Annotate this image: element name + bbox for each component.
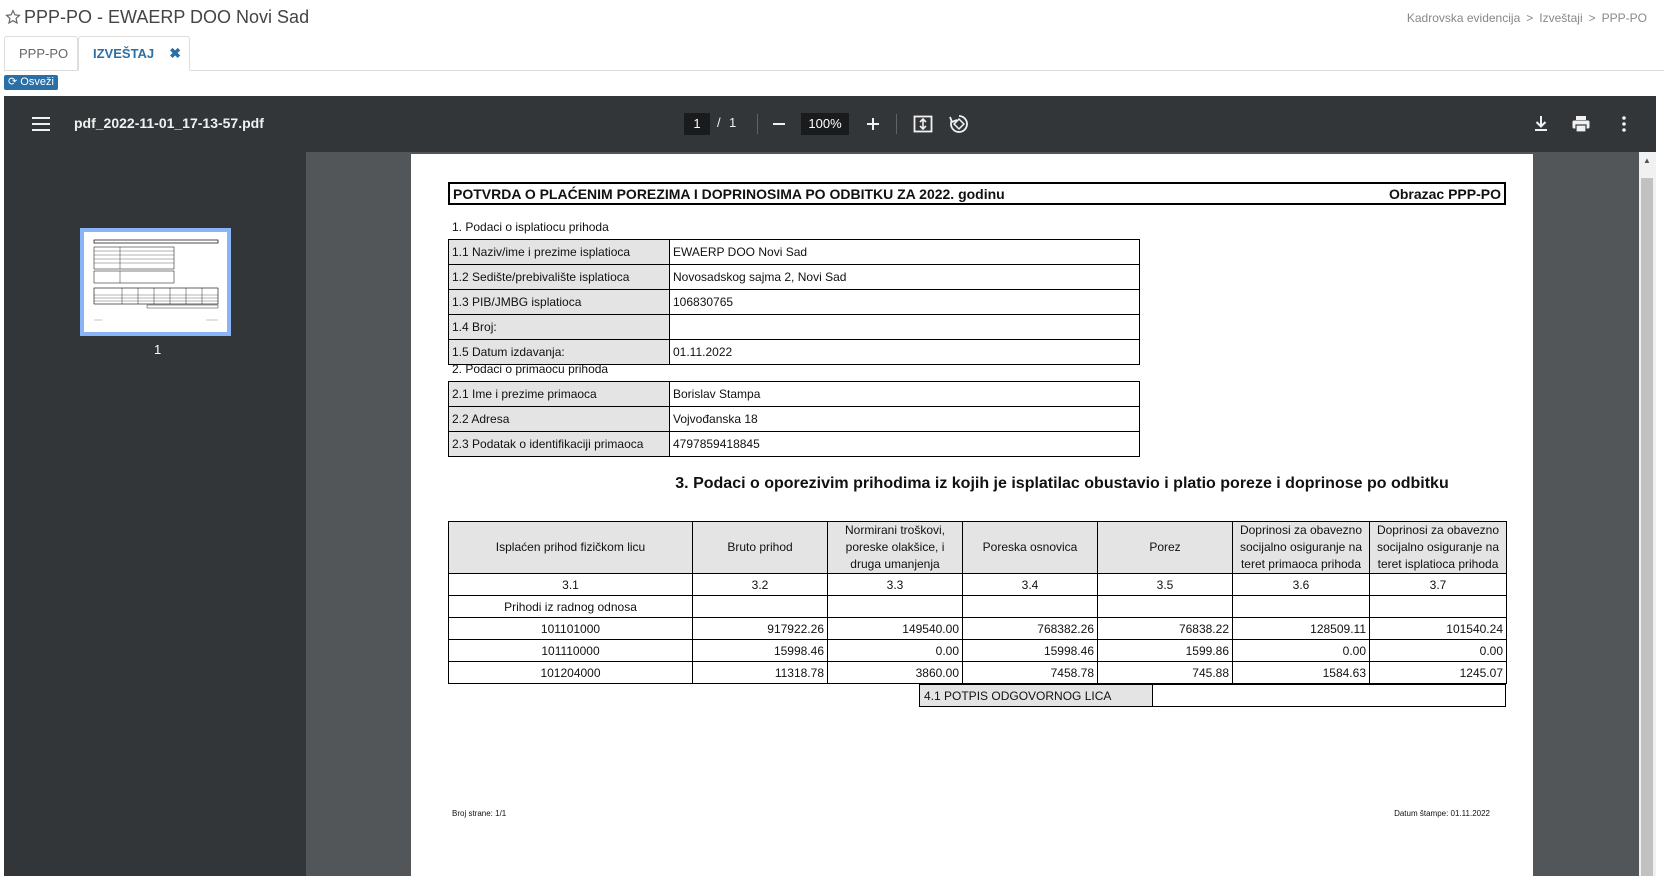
zoom-out-icon[interactable]: [768, 113, 790, 135]
amount-cell: 745.88: [1098, 662, 1233, 684]
income-code-cell: 101101000: [449, 618, 693, 640]
amount-cell: 128509.11: [1233, 618, 1370, 640]
signature-table: [919, 684, 1506, 707]
amount-cell: 1584.63: [1233, 662, 1370, 684]
field-label: 2.3 Podatak o identifikaciji primaoca: [449, 432, 670, 457]
table-row: [449, 382, 1140, 407]
scroll-up-arrow-icon[interactable]: ▲: [1643, 156, 1651, 165]
column-code: 3.4: [963, 574, 1098, 596]
amount-cell: 7458.78: [963, 662, 1098, 684]
column-code: 3.2: [693, 574, 828, 596]
more-options-icon[interactable]: [1613, 113, 1635, 135]
table-row: [449, 407, 1140, 432]
field-value: [670, 315, 1140, 340]
page-thumbnail[interactable]: [80, 228, 231, 336]
print-icon[interactable]: [1570, 113, 1592, 135]
page-separator: /: [717, 115, 721, 130]
column-code: 3.5: [1098, 574, 1233, 596]
document-header: [448, 182, 1506, 205]
field-value: 4797859418845: [670, 432, 1140, 457]
income-table: [448, 521, 1507, 684]
field-label: 2.2 Adresa: [449, 407, 670, 432]
table-row: [449, 432, 1140, 457]
tab-izvestaj[interactable]: [78, 36, 190, 71]
amount-cell: 11318.78: [693, 662, 828, 684]
group-label: Prihodi iz radnog odnosa: [449, 596, 693, 618]
table-group-row: [449, 596, 1507, 618]
income-code-cell: 101204000: [449, 662, 693, 684]
table-row: [449, 640, 1507, 662]
table-row: [449, 265, 1140, 290]
recipient-info-table: [448, 381, 1140, 457]
column-header: Doprinosi za obavezno socijalno osiguranje na teret isplatioca prihoda: [1370, 522, 1507, 574]
amount-cell: 0.00: [1233, 640, 1370, 662]
breadcrumb-item-current: PPP-PO: [1601, 11, 1647, 25]
breadcrumb-item[interactable]: Izveštaji: [1539, 11, 1583, 25]
close-icon[interactable]: ✖: [169, 45, 181, 61]
thumbnail-sidebar: [4, 152, 306, 876]
column-header: Normirani troškovi, poreske olakšice, i druga umanjenja: [828, 522, 963, 574]
pdf-toolbar: [4, 96, 1656, 152]
table-row: [449, 290, 1140, 315]
signature-label: 4.1 POTPIS ODGOVORNOG LICA: [920, 685, 1153, 707]
refresh-icon: ⟳: [8, 76, 18, 88]
amount-cell: 149540.00: [828, 618, 963, 640]
refresh-button[interactable]: [4, 75, 58, 90]
pdf-filename: pdf_2022-11-01_17-13-57.pdf: [74, 115, 264, 131]
table-row: [449, 618, 1507, 640]
amount-cell: 15998.46: [963, 640, 1098, 662]
fit-page-icon[interactable]: [912, 113, 934, 135]
field-label: 1.3 PIB/JMBG isplatioca: [449, 290, 670, 315]
field-value: Vojvođanska 18: [670, 407, 1140, 432]
tab-label: IZVEŠTAJ: [93, 46, 155, 61]
field-value: 01.11.2022: [670, 340, 1140, 365]
amount-cell: 917922.26: [693, 618, 828, 640]
page-total: 1: [729, 115, 737, 130]
field-label: 2.1 Ime i prezime primaoca: [449, 382, 670, 407]
table-row: [449, 240, 1140, 265]
vertical-scrollbar[interactable]: [1639, 152, 1656, 876]
breadcrumb: [1407, 11, 1647, 25]
amount-cell: 0.00: [1370, 640, 1507, 662]
refresh-label: Osveži: [20, 76, 54, 88]
tab-bar: [4, 36, 1664, 71]
field-label: 1.1 Naziv/ime i prezime isplatioca: [449, 240, 670, 265]
section-3-title: 3. Podaci o oporezivim prihodima iz kojih je isplatilac obustavio i platio poreze i doprinose po odbitku: [675, 475, 1449, 492]
form-name: Obrazac PPP-PO: [1388, 186, 1501, 202]
breadcrumb-separator: >: [1526, 11, 1534, 25]
page-count-footer: Broj strane: 1/1: [452, 809, 507, 818]
section-2-title: 2. Podaci o primaocu prihoda: [452, 362, 609, 376]
table-row: [449, 340, 1140, 365]
amount-cell: 76838.22: [1098, 618, 1233, 640]
page-title: PPP-PO - EWAERP DOO Novi Sad: [24, 7, 310, 27]
table-row: [449, 662, 1507, 684]
field-label: 1.2 Sedište/prebivalište isplatioca: [449, 265, 670, 290]
toolbar-divider: [757, 114, 758, 134]
table-row: [920, 685, 1506, 707]
column-code: 3.6: [1233, 574, 1370, 596]
column-header: Isplaćen prihod fizičkom licu: [449, 522, 693, 574]
column-code: 3.7: [1370, 574, 1507, 596]
table-header-row: [449, 522, 1507, 574]
field-value: EWAERP DOO Novi Sad: [670, 240, 1140, 265]
column-code: 3.3: [828, 574, 963, 596]
download-icon[interactable]: [1530, 113, 1552, 135]
document-title: POTVRDA O PLAĆENIM POREZIMA I DOPRINOSIMA PO ODBITKU ZA 2022. godinu: [453, 186, 1005, 202]
field-value: Novosadskog sajma 2, Novi Sad: [670, 265, 1140, 290]
column-header: Porez: [1098, 522, 1233, 574]
print-date-footer: Datum štampe: 01.11.2022: [1394, 809, 1490, 818]
table-code-row: [449, 574, 1507, 596]
field-label: 1.4 Broj:: [449, 315, 670, 340]
column-header: Poreska osnovica: [963, 522, 1098, 574]
thumbnail-page-number: 1: [154, 342, 162, 357]
amount-cell: 3860.00: [828, 662, 963, 684]
toolbar-divider: [896, 114, 897, 134]
zoom-in-icon[interactable]: [862, 113, 884, 135]
zoom-input[interactable]: 100%: [801, 113, 849, 135]
table-row: [449, 315, 1140, 340]
amount-cell: 1245.07: [1370, 662, 1507, 684]
scrollbar-thumb[interactable]: [1641, 178, 1653, 876]
rotate-icon[interactable]: [948, 113, 970, 135]
breadcrumb-item[interactable]: Kadrovska evidencija: [1406, 11, 1521, 25]
star-icon[interactable]: [4, 8, 22, 26]
page-header: [0, 0, 1669, 36]
tab-ppp-po[interactable]: PPP-PO: [4, 36, 78, 71]
amount-cell: 1599.86: [1098, 640, 1233, 662]
column-code: 3.1: [449, 574, 693, 596]
income-code-cell: 101110000: [449, 640, 693, 662]
signature-field: [1153, 685, 1506, 707]
thumbnail-preview: [84, 232, 227, 332]
amount-cell: 101540.24: [1370, 618, 1507, 640]
pdf-page: [411, 154, 1533, 876]
column-header: Bruto prihod: [693, 522, 828, 574]
page-number-input[interactable]: 1: [684, 113, 710, 135]
amount-cell: 768382.26: [963, 618, 1098, 640]
field-value: Borislav Stampa: [670, 382, 1140, 407]
field-value: 106830765: [670, 290, 1140, 315]
breadcrumb-separator: >: [1588, 11, 1596, 25]
menu-icon[interactable]: [32, 116, 50, 132]
section-1-title: 1. Podaci o isplatiocu prihoda: [452, 220, 609, 234]
amount-cell: 15998.46: [693, 640, 828, 662]
field-label: 1.5 Datum izdavanja:: [449, 340, 670, 365]
column-header: Doprinosi za obavezno socijalno osiguranje na teret primaoca prihoda: [1233, 522, 1370, 574]
amount-cell: 0.00: [828, 640, 963, 662]
payer-info-table: [448, 239, 1140, 365]
